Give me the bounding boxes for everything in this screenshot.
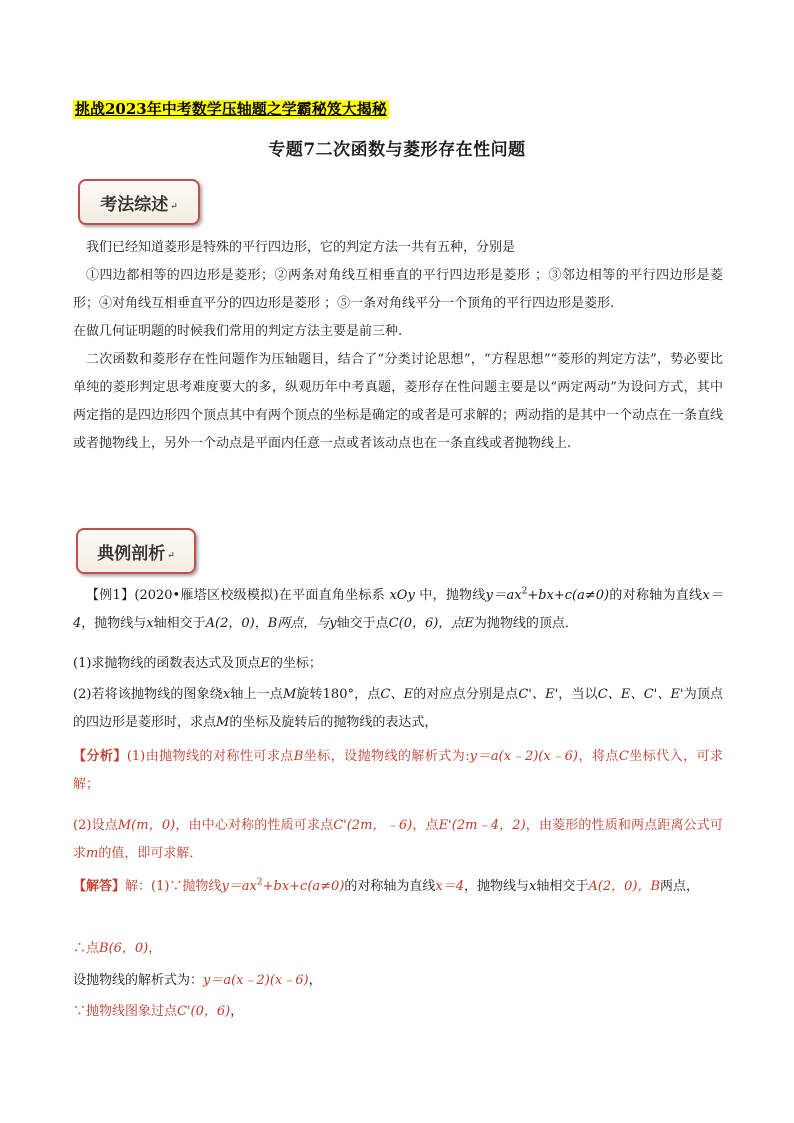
analysis-label: 【分析】	[73, 749, 127, 764]
question-1: (1)求抛物线的函数表达式及顶点E的坐标；	[73, 656, 322, 671]
section-badge-overview	[78, 179, 200, 225]
overview-discussion: 二次函数和菱形存在性问题作为压轴题目，结合了“分类讨论思想”，“方程思想”“菱形的判定方法”，势必要比单纯的菱形判定思考难度要大的多，纵观历年中考真题，菱形存在性问题主要是以“两定两动”为设问方式，其中两定指的是四边形四个顶点其中有两个顶点的坐标是确定的或者是可求解的；两动指的是其中一个动点在一条直线或者抛物线上，另外一个动点是平面内任意一点或者该动点也在一条直线或者抛物线上.	[73, 352, 724, 451]
solution-step-2: 设抛物线的解析式为：y＝a(x﹣2)(x﹣6)，	[73, 973, 322, 988]
solution-intro: 【解答】解：(1)∵抛物线$y=ax^2+bx+c(a\ne 0)$的对称轴为直线x＝4，抛物线与x轴相交于A(2，0)，B两点，	[73, 877, 700, 894]
paragraph-mark-icon: ↵	[170, 202, 178, 212]
example-statement: 【例1】(2020•雁塔区校级模拟)在平面直角坐标系 xOy 中，抛物线$y=ax^2+bx+c(a\ne 0)$的对称轴为直线x＝4，抛物线与x轴相交于A(2，0)，B两点，与y轴交于点C(0，6)，点E为抛物线的顶点．	[73, 586, 723, 631]
overview-methods: ①四边都相等的四边形是菱形；②两条对角线互相垂直的平行四边形是菱形 ；③邻边相等的平行四边形是菱形；④对角线互相垂直平分的四边形是菱形 ；⑤一条对角线平分一个顶角的平行四边形是菱形.	[73, 268, 723, 311]
analysis-part-2: (2)设点M(m，0)，由中心对称的性质可求点C'(2m，﹣6)，点E'(2m﹣4，2)，由菱形的性质和两点距离公式可求m的值，即可求解．	[73, 818, 723, 861]
series-banner: 挑战2023年中考数学压轴题之学霸秘笈大揭秘	[75, 100, 387, 118]
solution-step-1: ∴点B(6，0)，	[73, 941, 162, 956]
solution-label: 【解答】	[73, 879, 126, 894]
section-label: 典例剖析	[97, 543, 166, 564]
analysis-part-1: 【分析】(1)由抛物线的对称性可求点B坐标，设抛物线的解析式为:y＝a(x﹣2)(x﹣6)，将点C坐标代入，可求解；	[73, 749, 723, 792]
page-title: 专题7二次函数与菱形存在性问题	[268, 140, 526, 160]
question-2: (2)若将该抛物线的图象绕x轴上一点M旋转180°，点C、E的对应点分别是点C'、E'，当以C、E、C'、E'为顶点的四边形是菱形时，求点M的坐标及旋转后的抛物线的表达式，	[73, 687, 723, 730]
section-label: 考法综述	[100, 194, 169, 215]
paragraph-mark-icon: ↵	[167, 551, 175, 561]
overview-common: 在做几何证明题的时候我们常用的判定方法主要是前三种.	[73, 324, 403, 339]
section-badge-examples	[76, 528, 196, 574]
example-label: 【例1】	[86, 588, 135, 603]
solution-step-3: ∵抛物线图象过点C'(0，6)，	[73, 1004, 244, 1019]
overview-intro: 我们已经知道菱形是特殊的平行四边形，它的判定方法一共有五种，分别是	[86, 240, 516, 255]
